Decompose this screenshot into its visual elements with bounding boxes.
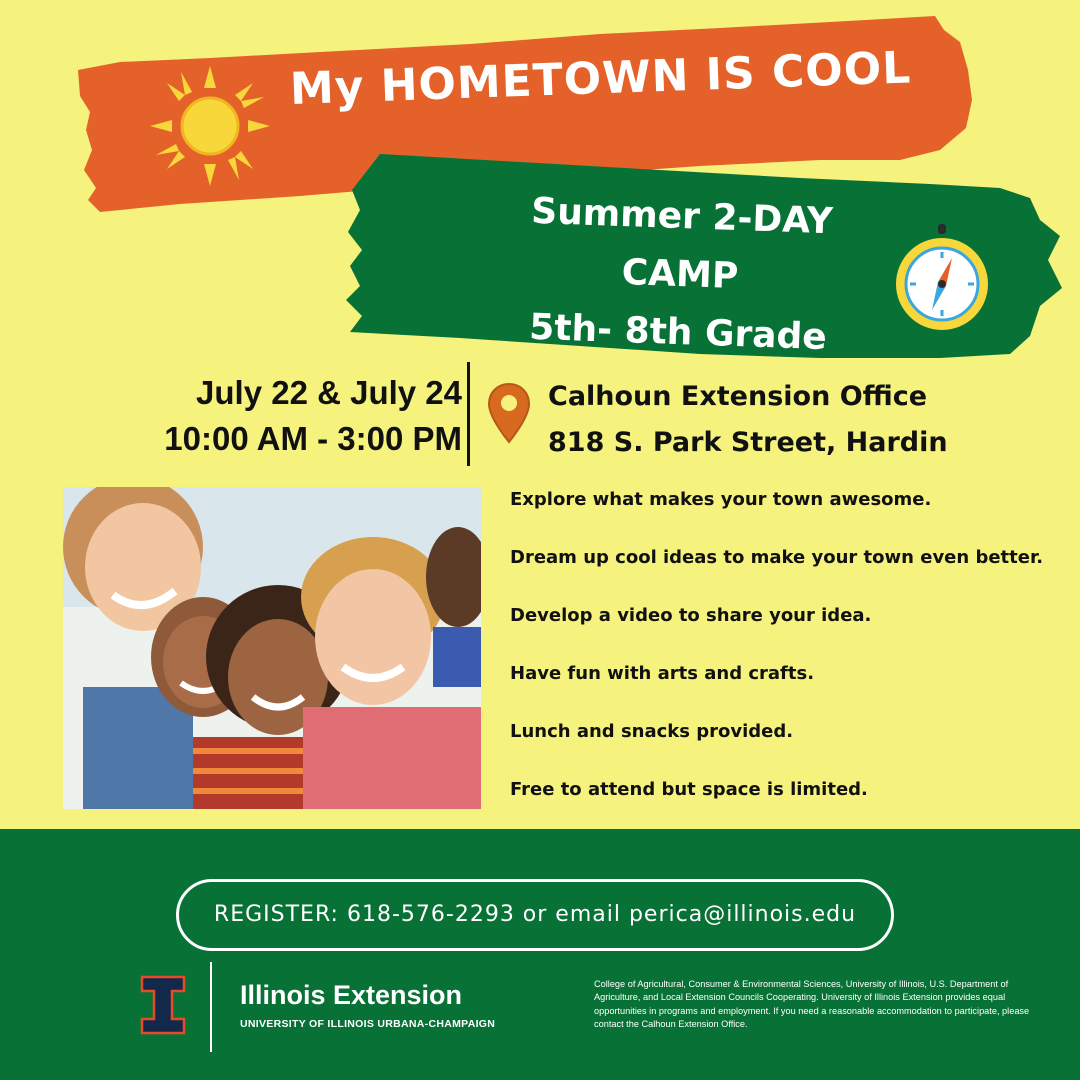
location-address: 818 S. Park Street, Hardin [548,427,948,458]
list-item: Develop a video to share your idea. [510,605,872,626]
feature-list [510,486,1075,834]
org-name: Illinois Extension [240,980,463,1010]
schedule [150,370,462,462]
camp-line-1: Summer 2-DAY [530,190,834,243]
camp-dates: July 22 & July 24 [196,374,462,411]
illinois-i-logo [140,975,186,1035]
list-item: Have fun with arts and crafts. [510,663,815,684]
location-name: Calhoun Extension Office [548,381,928,412]
kids-photo-illustration [63,487,481,809]
camp-time: 10:00 AM - 3:00 PM [164,420,462,457]
camp-line-2: CAMP [621,251,739,298]
list-item: Lunch and snacks provided. [510,721,794,742]
map-pin-icon [487,382,531,444]
disclaimer: College of Agricultural, Consumer & Environmental Sciences, University of Illinois, U.S. Department of Agriculture, and Local Extension Councils Cooperating. University of Illinois Extension provides equal opportunities in programs and employment. If you need a reasonable accommodation to participate, please contact the Calhoun Extension Office. [594,979,1030,1029]
logo-divider [210,962,212,1052]
list-item: Explore what makes your town awesome. [510,489,932,510]
sun-icon [150,66,270,186]
org-subtitle: UNIVERSITY OF ILLINOIS URBANA-CHAMPAIGN [240,1018,496,1030]
kids-photo [63,487,481,809]
page-title: My HOMETOWN IS COOL [289,42,912,115]
register-button[interactable]: REGISTER: 618-576-2293 or email perica@illinois.edu [176,879,894,951]
camp-info [467,181,893,370]
schedule-divider [467,362,470,466]
list-item: Dream up cool ideas to make your town even better. [510,547,1044,568]
camp-line-3: 5th- 8th Grade [528,306,828,359]
compass-icon [890,222,994,334]
list-item: Free to attend but space is limited. [510,779,868,800]
location [548,374,1008,466]
footer [0,829,1080,1080]
